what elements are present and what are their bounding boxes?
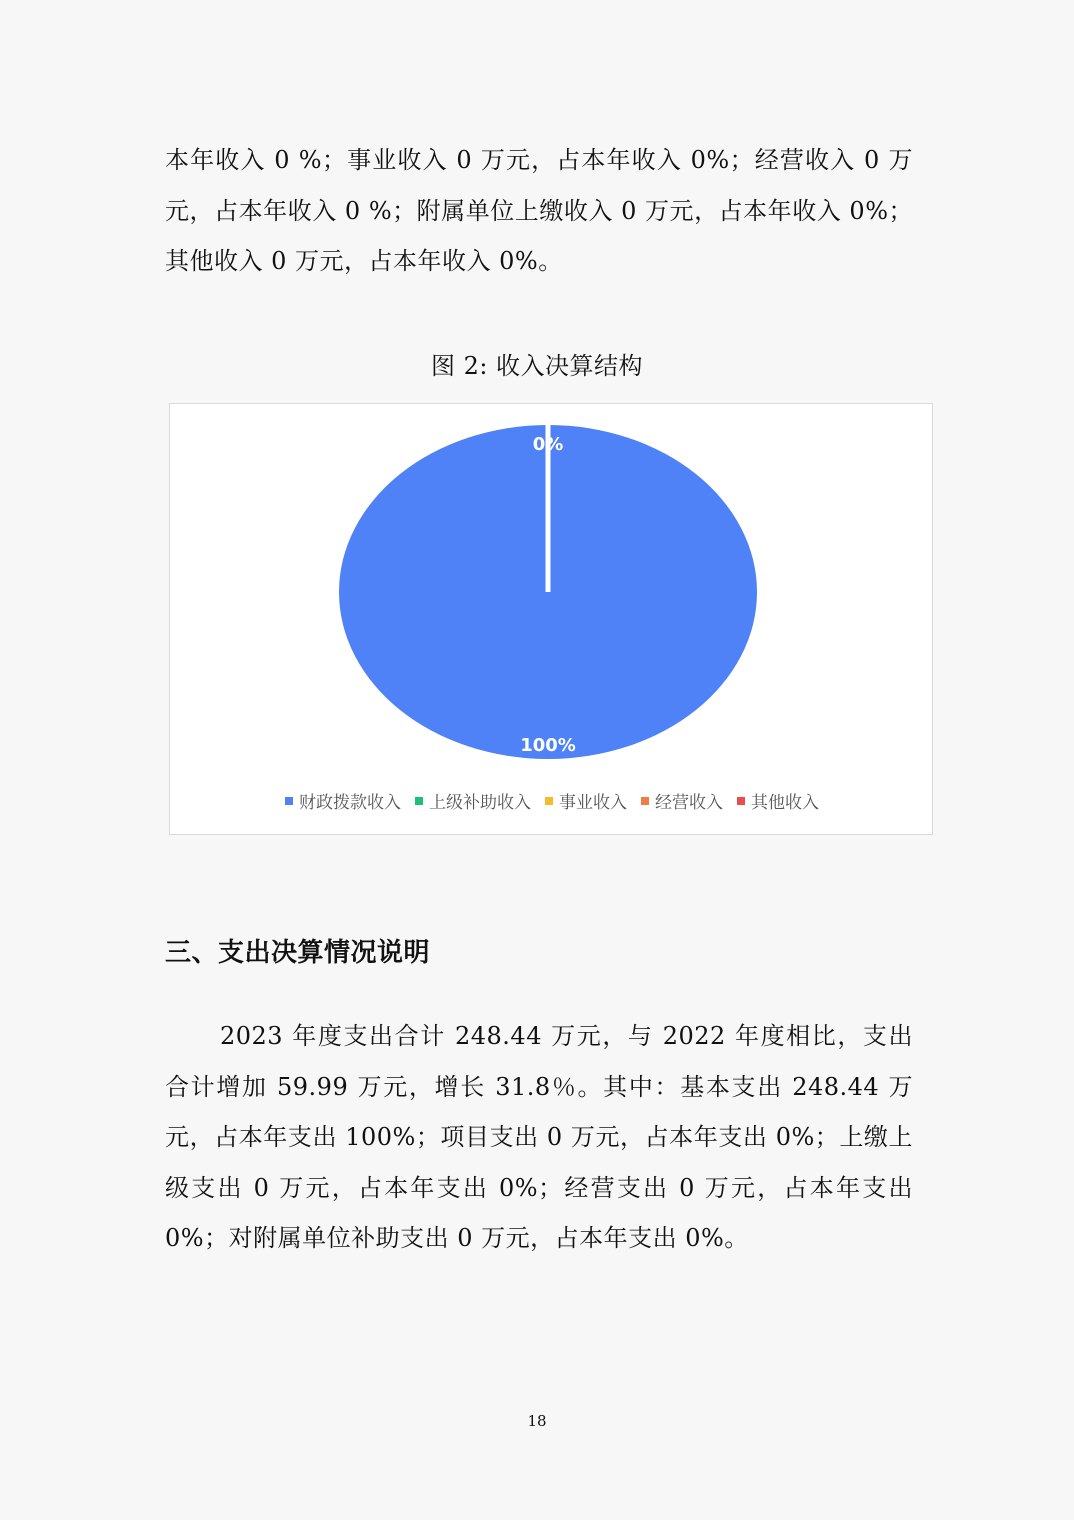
legend-label: 经营收入 xyxy=(655,793,723,813)
legend-item xyxy=(545,788,627,813)
section-heading: 三、支出决算情况说明 xyxy=(165,938,431,968)
legend-swatch xyxy=(737,797,745,805)
legend-label: 事业收入 xyxy=(559,793,627,813)
figure-caption: 图 2: 收入决算结构 xyxy=(430,352,644,380)
income-structure-chart xyxy=(169,403,933,835)
legend-item xyxy=(641,788,723,813)
legend-item xyxy=(285,788,401,813)
data-label-full: 100% xyxy=(520,735,576,756)
chart-legend xyxy=(170,788,934,813)
legend-swatch xyxy=(285,797,293,805)
legend-swatch xyxy=(415,797,423,805)
legend-label: 财政拨款收入 xyxy=(299,793,401,813)
income-paragraph: 本年收入 0 %；事业收入 0 万元，占本年收入 0%；经营收入 0 万元，占本年收入 0 %；附属单位上缴收入 0 万元，占本年收入 0%；其他收入 0 万元，占本年收入 0%。 xyxy=(165,146,913,275)
legend-swatch xyxy=(545,797,553,805)
page-number: 18 xyxy=(527,1412,547,1430)
legend-item xyxy=(415,788,531,813)
expenditure-paragraph: 2023 年度支出合计 248.44 万元，与 2022 年度相比，支出合计增加 59.99 万元，增长 31.8％。其中：基本支出 248.44 万元，占本年支出 100%；项目支出 0 万元，占本年支出 0%；上缴上级支出 0 万元，占本年支出 0%；经营支出 0 万元，占本年支出 0%；对附属单位补助支出 0 万元，占本年支出 0%。 xyxy=(165,1022,913,1252)
pie-chart-svg xyxy=(170,404,934,836)
legend-swatch xyxy=(641,797,649,805)
legend-label: 其他收入 xyxy=(751,793,819,813)
legend-label: 上级补助收入 xyxy=(429,793,531,813)
data-label-zero: 0% xyxy=(532,434,564,455)
legend-item xyxy=(737,788,819,813)
